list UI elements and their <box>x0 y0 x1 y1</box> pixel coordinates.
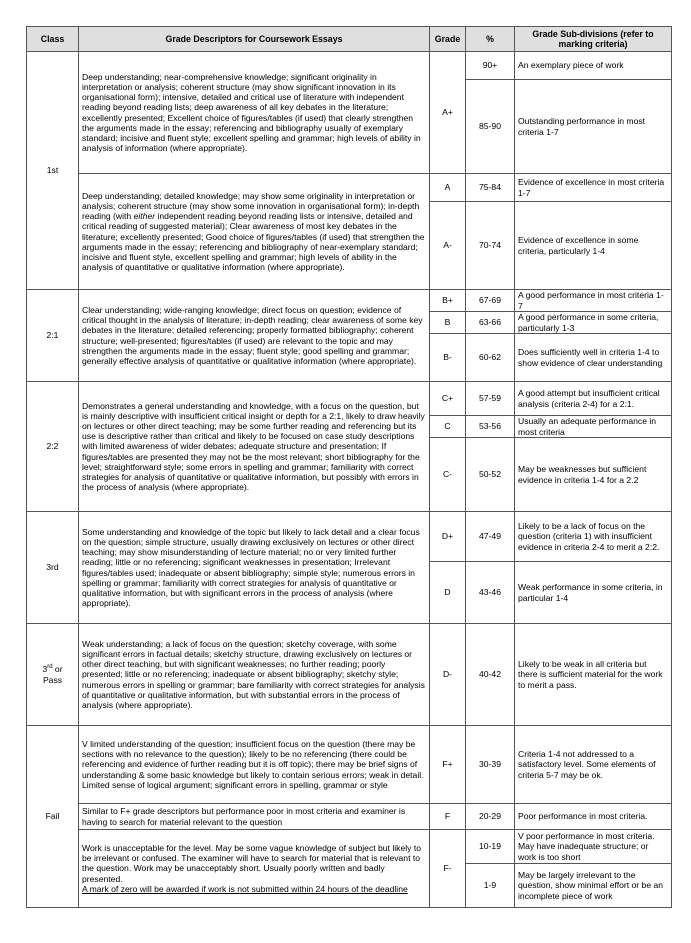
class-cell: 1st <box>27 52 79 290</box>
class-label: Pass <box>42 674 63 685</box>
table-row <box>27 290 672 312</box>
subdivision-cell: Evidence of excellence in most criteria 1-7 <box>515 174 672 202</box>
table-row <box>27 830 672 864</box>
descriptor-cell: Demonstrates a general understanding and knowledge, with a focus on the question, but is mainly descriptive with insufficient critical insight or depth for a 2:1, likely to draw heavily on lectures or other direct teaching; may be some further reading and referencing but its use is descriptive rather than critical and likely to be focused on case study descriptions with limited awareness of wider debates; adequate structure and presentation; If figures/tables are presented they may not be the most relevant; short bibliography for the level; straightforward style; some errors in spelling and grammar; familiarity with correct strategies for analysis of quantitative or qualitative information, but possibly with errors in the process of analysis (where appropriate). <box>79 382 430 512</box>
table-row <box>27 512 672 562</box>
percent-cell: 20-29 <box>466 804 515 830</box>
descriptor-cell: Deep understanding; near-comprehensive knowledge; significant originality in interpretation or analysis; coherent structure (may show significant innovation in its organisational form); intensive, detailed and critical use of literature with independent reading beyond reading lists; deep awareness of all key debates in the literature; excellently presented; Excellent choice of figures/tables (if used) that clearly strengthen the arguments made in the essay; referencing and bibliography usually of exemplary standard; incisive and fluent style; excellent spelling and grammar; high levels of ability in analysis of information (where appropriate). <box>79 52 430 174</box>
percent-cell: 75-84 <box>466 174 515 202</box>
descriptor-text: independent reading beyond reading lists or intensive, detailed and critical reading of suggested material); Clear awareness of most key debates in the literature; excellently presented; Good choice of figures/tables (if used) that strengthen the arguments made in the essay; referencing and bibliography of near-exemplary standard; incisive and fluent style, excellent spelling and grammar; high levels of ability in the analysis of quantitative or qualitative information (where appropriate). <box>82 211 425 273</box>
grade-descriptor-table <box>26 26 672 908</box>
table-row <box>27 52 672 80</box>
descriptor-text: Work is unacceptable for the level. May be some vague knowledge of subject but likely to be irrelevant or confused. The examiner will have to search for material that is relevant to the question. Work may be unacceptably short. Usually poorly written and badly presented. <box>82 842 421 884</box>
subdivision-cell: V poor performance in most criteria. May have inadequate structure; or work is too short <box>515 830 672 864</box>
table-row <box>27 174 672 202</box>
grade-cell: A <box>430 174 466 202</box>
descriptor-text: Deep understanding; detailed knowledge; may show some originality in interpretation or analysis; coherent structure (may show some innovation in organisational form); in-depth reading (with <box>82 190 420 222</box>
grade-cell: D- <box>430 624 466 726</box>
late-submission-note: A mark of zero will be awarded if work is not submitted within 24 hours of the deadline <box>82 883 408 894</box>
grade-cell: D+ <box>430 512 466 562</box>
subdivision-cell: Outstanding performance in most criteria 1-7 <box>515 80 672 174</box>
class-cell <box>27 624 79 726</box>
percent-cell: 43-46 <box>466 562 515 624</box>
grade-cell: B- <box>430 334 466 382</box>
percent-cell: 67-69 <box>466 290 515 312</box>
subdivision-cell: Likely to be weak in all criteria but there is sufficient material for the work to merit a pass. <box>515 624 672 726</box>
table-row <box>27 624 672 726</box>
percent-cell: 10-19 <box>466 830 515 864</box>
subdivision-cell: Likely to be a lack of focus on the question (criteria 1) with insufficient evidence in criteria 2-4 to merit a 2:2. <box>515 512 672 562</box>
subdivision-cell: May be weaknesses but sufficient evidence in criteria 1-4 for a 2.2 <box>515 438 672 512</box>
subdivision-cell: A good performance in most criteria 1-7 <box>515 290 672 312</box>
descriptor-cell: Weak understanding; a lack of focus on the question; sketchy coverage, with some significant errors in factual details; sketchy structure, drawing exclusively on lectures or other direct teaching, but with significant weaknesses; no further reading; poorly presented; little or no referencing; inadequate or absent bibliography; sketchy style; numerous errors in spelling or grammar; bare familiarity with correct strategies for analysis of quantitative or qualitative information, but with substantial errors in the process of analysis (where appropriate). <box>79 624 430 726</box>
grade-cell: C- <box>430 438 466 512</box>
class-cell: 2:2 <box>27 382 79 512</box>
percent-cell: 50-52 <box>466 438 515 512</box>
subdivision-cell: Weak performance in some criteria, in particular 1-4 <box>515 562 672 624</box>
percent-cell: 47-49 <box>466 512 515 562</box>
header-descriptors: Grade Descriptors for Coursework Essays <box>79 27 430 52</box>
grade-cell: C <box>430 416 466 438</box>
grade-cell: F <box>430 804 466 830</box>
header-class: Class <box>27 27 79 52</box>
class-label: or <box>52 664 63 675</box>
class-cell: 3rd <box>27 512 79 624</box>
grade-cell: A+ <box>430 52 466 174</box>
table-row <box>27 804 672 830</box>
subdivision-cell: Usually an adequate performance in most criteria <box>515 416 672 438</box>
descriptor-cell: Some understanding and knowledge of the topic but likely to lack detail and a clear focus on the question; simple structure, usually drawing exclusively on lectures or other direct teaching; may show misunderstanding of lecture material; no or very limited further reading; little or no referencing; significant weaknesses in presentation; Irrelevant figures/tables used; inadequate or absent bibliography; simple style; numerous errors in spelling or grammar; familiarity with correct strategies for analysis of quantitative or qualitative information, but with significant errors in the process of analysis (where appropriate). <box>79 512 430 624</box>
percent-cell: 1-9 <box>466 864 515 908</box>
header-percent: % <box>466 27 515 52</box>
percent-cell: 70-74 <box>466 202 515 290</box>
percent-cell: 60-62 <box>466 334 515 382</box>
header-row <box>27 27 672 52</box>
subdivision-cell: Evidence of excellence in some criteria, particularly 1-4 <box>515 202 672 290</box>
descriptor-emphasis: either <box>133 211 156 222</box>
grade-cell: D <box>430 562 466 624</box>
descriptor-cell <box>79 830 430 908</box>
subdivision-cell: May be largely irrelevant to the question, show minimal effort or be an incomplete piece of work <box>515 864 672 908</box>
header-subdivisions: Grade Sub-divisions (refer to marking criteria) <box>515 27 672 52</box>
class-cell: 2:1 <box>27 290 79 382</box>
descriptor-cell: V limited understanding of the question; insufficient focus on the question (there may be sections with no relevance to the question); likely to be no referencing (there could be referencing and evidence of further reading but it is off topic); there may be brief signs of understanding & some basic knowledge but likely to contain serious errors; weak in detail. Limited sense of logical argument; significant errors in spelling, grammar or style <box>79 726 430 804</box>
percent-cell: 85-90 <box>466 80 515 174</box>
table-row <box>27 382 672 416</box>
percent-cell: 53-56 <box>466 416 515 438</box>
descriptor-cell: Similar to F+ grade descriptors but performance poor in most criteria and examiner is having to search for material relevant to the question <box>79 804 430 830</box>
table-row <box>27 726 672 804</box>
percent-cell: 57-59 <box>466 382 515 416</box>
grade-cell: F- <box>430 830 466 908</box>
class-label: 3 <box>42 664 48 675</box>
grade-cell: C+ <box>430 382 466 416</box>
percent-cell: 30-39 <box>466 726 515 804</box>
subdivision-cell: Criteria 1-4 not addressed to a satisfactory level. Some elements of criteria 5-7 may be ok. <box>515 726 672 804</box>
percent-cell: 90+ <box>466 52 515 80</box>
descriptor-cell <box>79 174 430 290</box>
percent-cell: 63-66 <box>466 312 515 334</box>
percent-cell: 40-42 <box>466 624 515 726</box>
subdivision-cell: A good attempt but insufficient critical analysis (criteria 2-4) for a 2:1. <box>515 382 672 416</box>
subdivision-cell: Poor performance in most criteria. <box>515 804 672 830</box>
descriptor-cell: Clear understanding; wide-ranging knowledge; direct focus on question; evidence of critical thought in the analysis of literature; in-depth reading; clear awareness of some key debates in the literature; detailed referencing; properly formatted bibliography; coherent structure; well-presented; figures/tables (if used) are relevant to the topic and may strengthen the arguments made in the essay; fluent style; good spelling and grammar; generally effective analysis of quantitative or qualitative information (where appropriate). <box>79 290 430 382</box>
subdivision-cell: A good performance in some criteria, particularly 1-3 <box>515 312 672 334</box>
header-grade: Grade <box>430 27 466 52</box>
grade-cell: B+ <box>430 290 466 312</box>
grade-cell: A- <box>430 202 466 290</box>
class-superscript: rd <box>47 664 53 671</box>
subdivision-cell: Does sufficiently well in criteria 1-4 to show evidence of clear understanding <box>515 334 672 382</box>
subdivision-cell: An exemplary piece of work <box>515 52 672 80</box>
class-cell: Fail <box>27 726 79 908</box>
grade-cell: B <box>430 312 466 334</box>
grade-cell: F+ <box>430 726 466 804</box>
